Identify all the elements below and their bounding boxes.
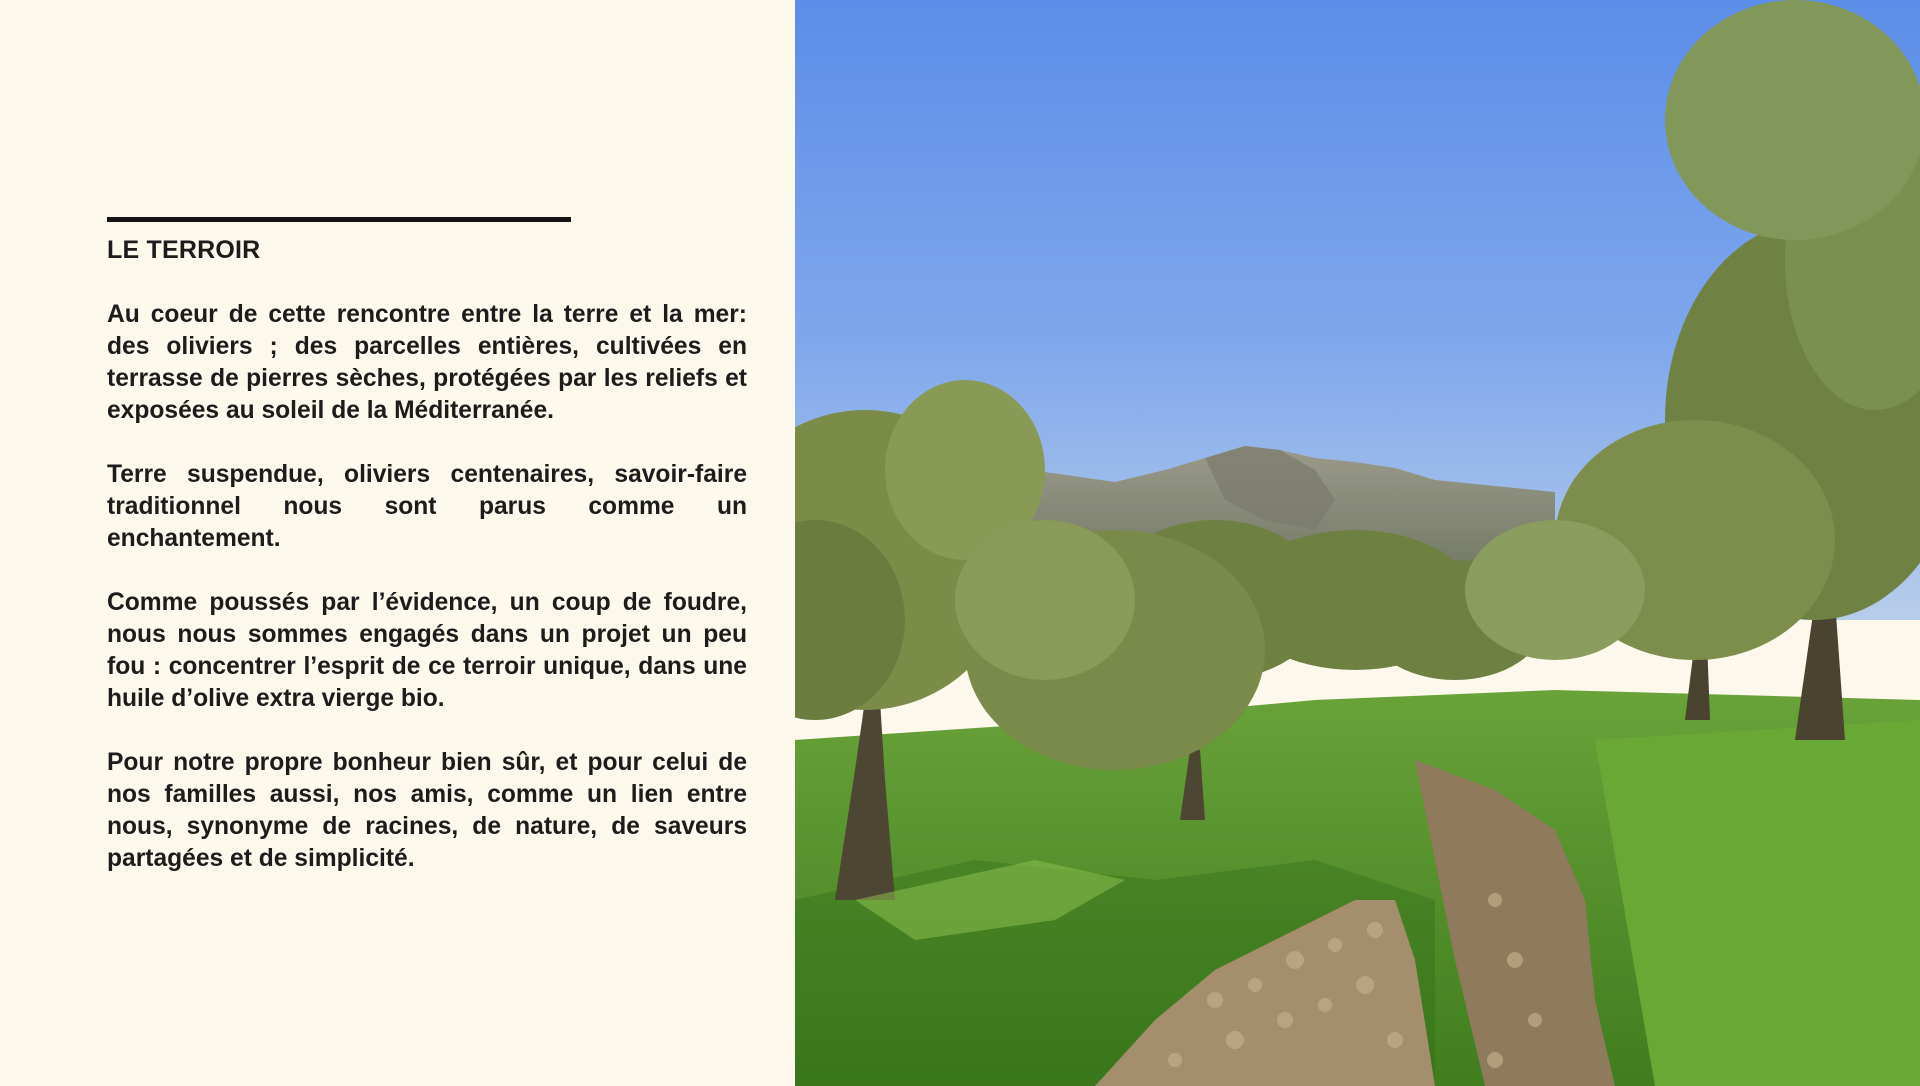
section-body (107, 299, 747, 907)
paragraph-3: Comme poussés par l’évidence, un coup de foudre, nous nous sommes engagés dans un projet un peu fou : concentrer l’esprit de ce terroir unique, dans une huile d’olive extra vierge bio. (107, 589, 747, 712)
paragraph-2: Terre suspendue, oliviers centenaires, savoir-faire traditionnel nous sont parus comme un enchantement. (107, 461, 747, 552)
olive-grove-illustration (795, 0, 1920, 1086)
section-title: LE TERROIR (107, 236, 261, 264)
paragraph-4: Pour notre propre bonheur bien sûr, et pour celui de nos familles aussi, nos amis, comme un lien entre nous, synonyme de racines, de nature, de saveurs partagées et de simplicité. (107, 749, 747, 872)
text-panel (0, 0, 795, 1086)
title-rule (107, 217, 571, 222)
paragraph-1: Au coeur de cette rencontre entre la terre et la mer: des oliviers ; des parcelles entières, cultivées en terrasse de pierres sèches, protégées par les reliefs et exposées au soleil de la Méditerranée. (107, 301, 747, 424)
olive-grove-photo (795, 0, 1920, 1086)
